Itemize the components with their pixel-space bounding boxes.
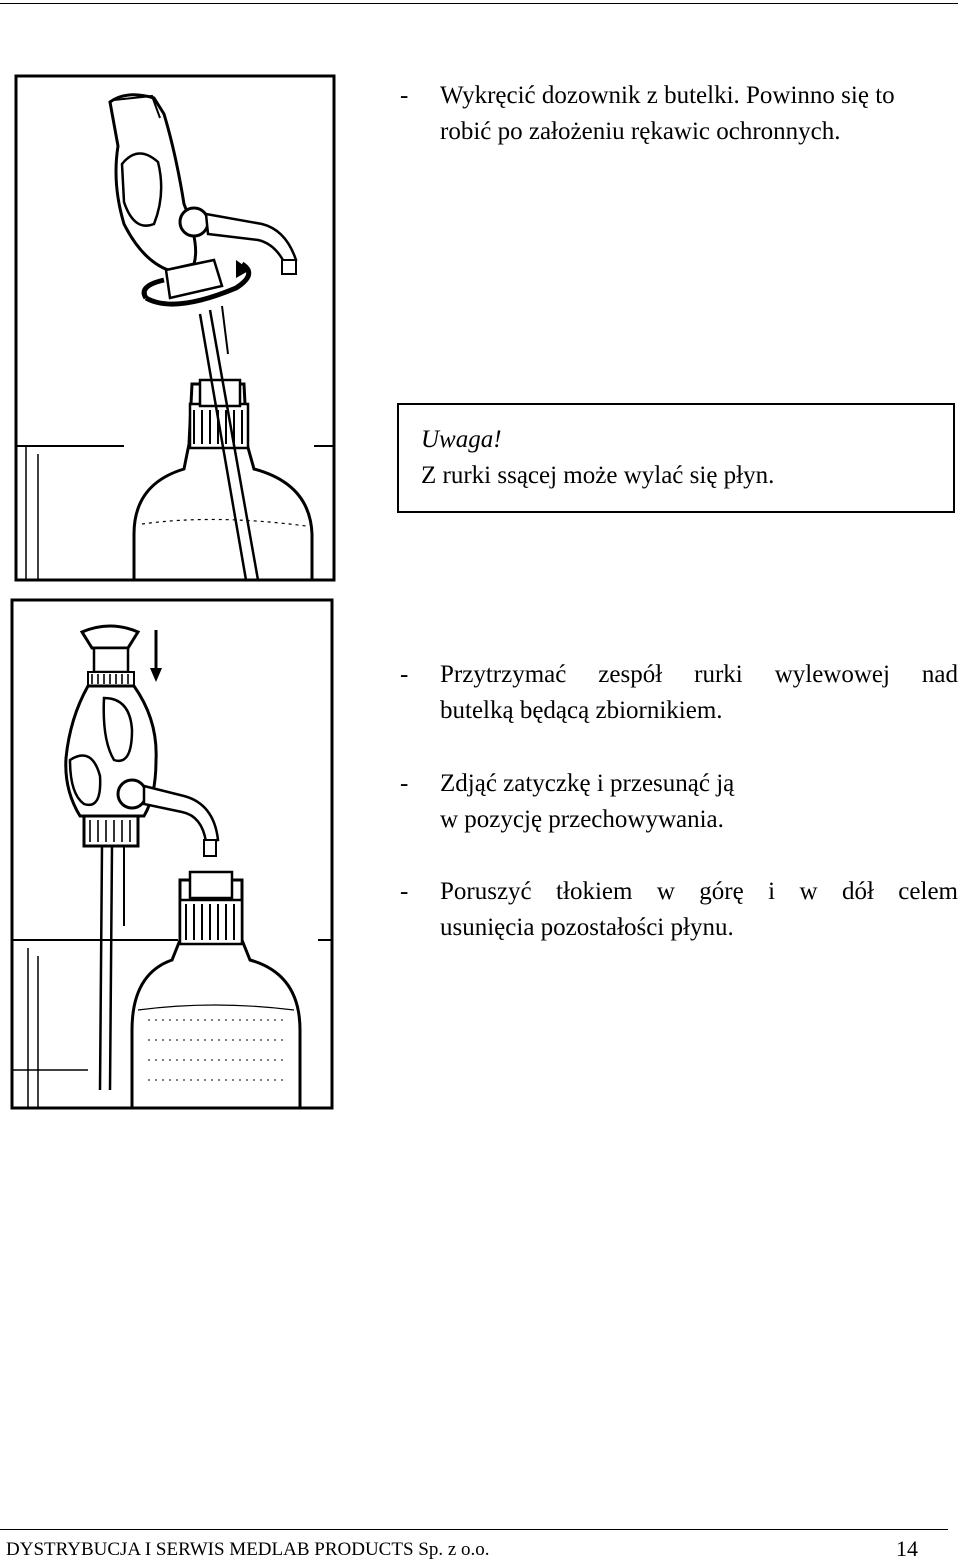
warning-text: Z rurki ssącej może wylać się płyn. (421, 462, 775, 489)
step-text (440, 78, 958, 150)
instruction-step-4 (400, 874, 958, 954)
page-number: 14 (896, 1536, 918, 1561)
footer-rule (0, 1529, 948, 1530)
step-dash: - (400, 770, 409, 797)
step-dash: - (400, 661, 409, 688)
step-line: usunięcia pozostałości płynu. (440, 914, 734, 941)
step-dash: - (400, 82, 409, 109)
step-text (440, 657, 958, 729)
header-rule (0, 3, 958, 4)
step-text (440, 874, 958, 946)
step-line: Wykręcić dozownik z butelki. Powinno się to (440, 82, 895, 109)
step-line: w pozycję przechowywania. (440, 806, 724, 833)
footer-company: DYSTRYBUCJA I SERWIS MEDLAB PRODUCTS Sp. z o.o. (6, 1539, 490, 1560)
dispenser-unscrew-illustration-icon (14, 74, 336, 582)
warning-title: Uwaga! (421, 426, 502, 453)
step-line: Poruszyć tłokiem w górę i w dół celem (440, 878, 958, 905)
instruction-step-1 (400, 78, 958, 158)
step-dash: - (400, 878, 409, 905)
step-text (440, 766, 958, 838)
instruction-step-2 (400, 657, 958, 737)
step-line: Przytrzymać zespół rurki wylewowej nad (440, 661, 958, 688)
dispenser-rinse-illustration-icon (8, 590, 336, 1114)
step-line: butelką będącą zbiornikiem. (440, 697, 723, 724)
step-line: Zdjąć zatyczkę i przesunąć ją (440, 770, 735, 797)
warning-box (397, 403, 955, 513)
instruction-step-3 (400, 766, 958, 846)
step-line: robić po założeniu rękawic ochronnych. (440, 118, 841, 145)
